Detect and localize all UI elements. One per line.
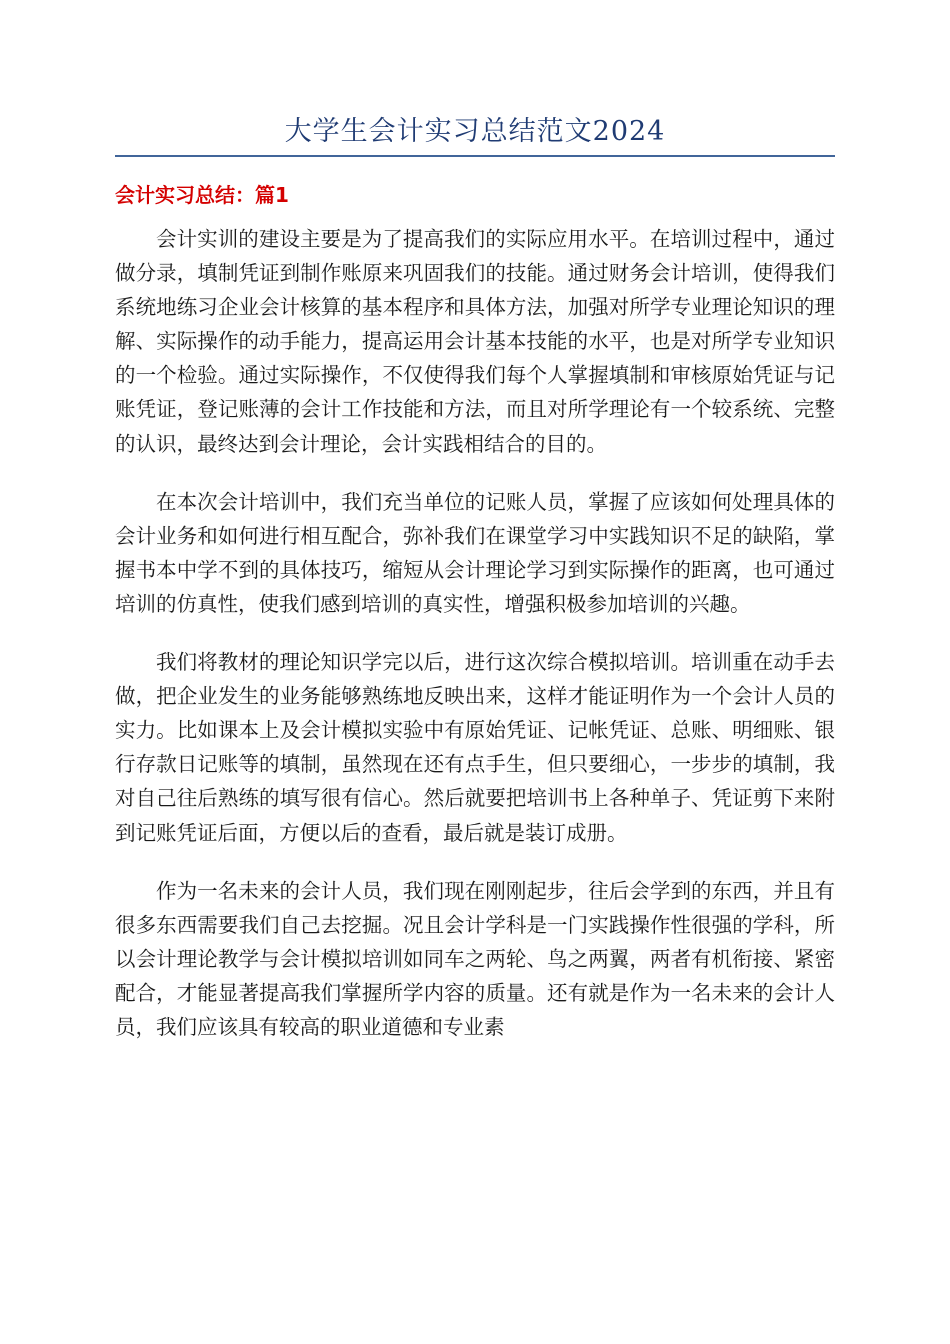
paragraph-2: 在本次会计培训中，我们充当单位的记账人员，掌握了应该如何处理具体的会计业务和如何进行相互配合，弥补我们在课堂学习中实践知识不足的缺陷，掌握书本中学不到的具体技巧，缩短从会计理论学习到实际操作的距离，也可通过培训的仿真性，使我们感到培训的真实性，增强积极参加培训的兴趣。 [115,489,835,616]
document-title: 大学生会计实习总结范文2024 [284,116,666,147]
paragraph-1: 会计实训的建设主要是为了提高我们的实际应用水平。在培训过程中，通过做分录，填制凭证到制作账原来巩固我们的技能。通过财务会计培训，使得我们系统地练习企业会计核算的基本程序和具体方法，加强对所学专业理论知识的理解、实际操作的动手能力，提高运用会计基本技能的水平，也是对所学专业知识的一个检验。通过实际操作，不仅使得我们每个人掌握填制和审核原始凭证与记账凭证，登记账薄的会计工作技能和方法，而且对所学理论有一个较系统、完整的认识，最终达到会计理论，会计实践相结合的目的。 [115,227,835,456]
paragraph-3: 我们将教材的理论知识学完以后，进行这次综合模拟培训。培训重在动手去做，把企业发生的业务能够熟练地反映出来，这样才能证明作为一个会计人员的实力。比如课本上及会计模拟实验中有原始凭证、记帐凭证、总账、明细账、银行存款日记账等的填制，虽然现在还有点手生，但只要细心，一步步的填制，我对自己往后熟练的填写很有信心。然后就要把培训书上各种单子、凭证剪下来附到记账凭证后面，方便以后的查看，最后就是装订成册。 [115,650,835,845]
title-underline [115,155,835,157]
paragraph-4: 作为一名未来的会计人员，我们现在刚刚起步，往后会学到的东西，并且有很多东西需要我们自己去挖掘。况且会计学科是一门实践操作性很强的学科，所以会计理论教学与会计模拟培训如同车之两轮、鸟之两翼，两者有机衔接、紧密配合，才能显著提高我们掌握所学内容的质量。还有就是作为一名未来的会计人员，我们应该具有较高的职业道德和专业素 [115,878,835,1039]
document-body [115,222,835,1068]
section-heading: 会计实习总结：篇1 [115,183,289,207]
